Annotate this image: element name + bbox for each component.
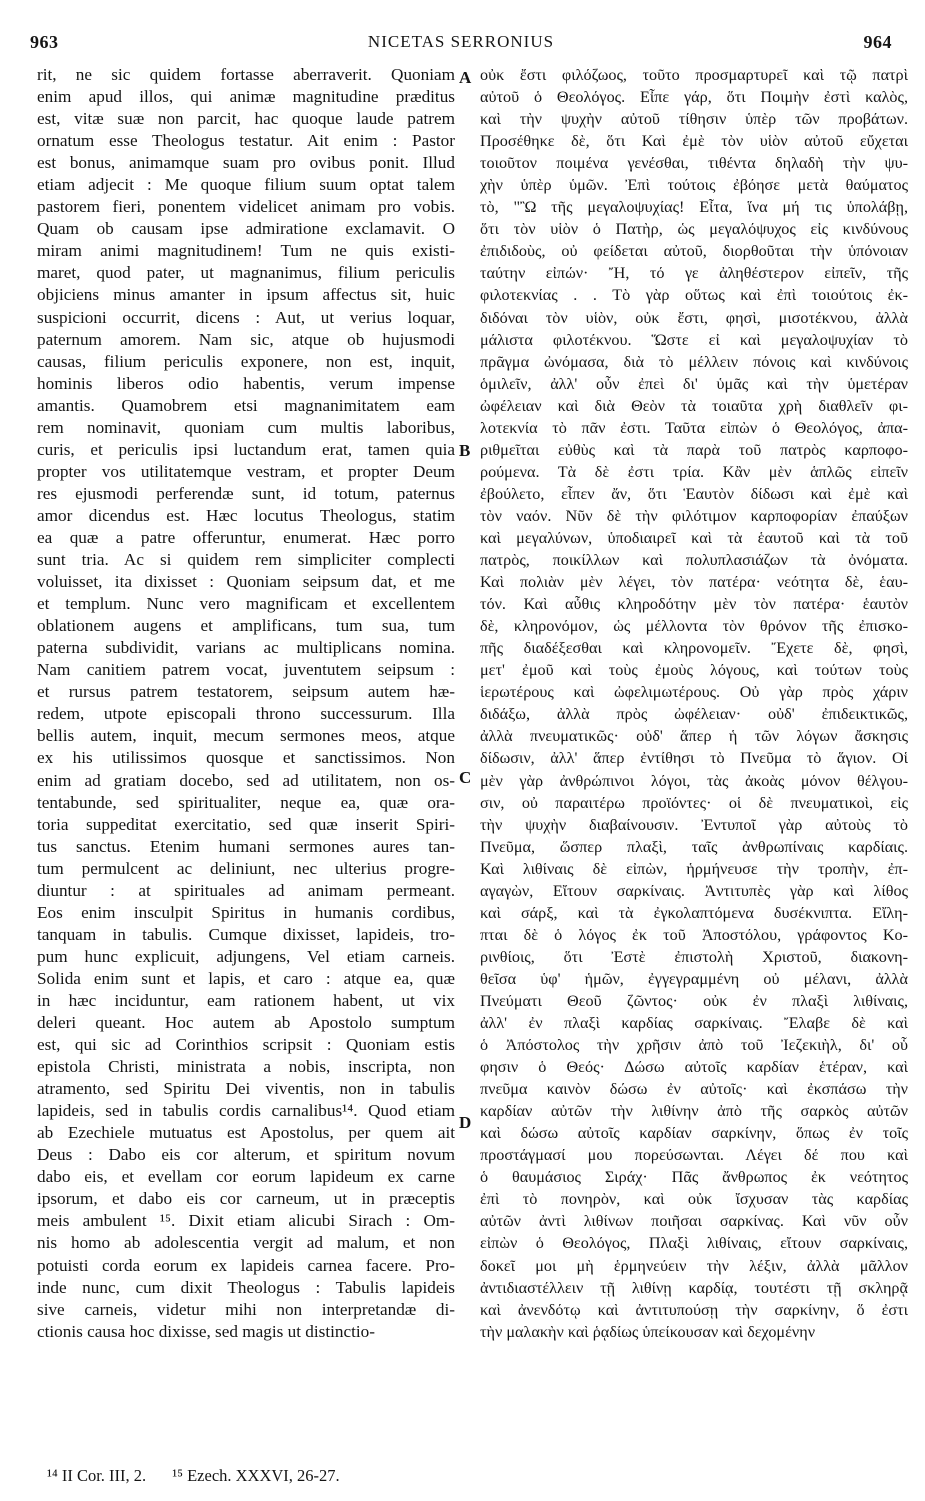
greek-text-line: Προσέθηκε δὲ, ὅτι Καὶ ἐμὲ τὸν υἱὸν αὐτοῦ εὔχεται: [480, 132, 908, 151]
latin-text-line: in hæc inciduntur, eam rationem habent, ut vix: [37, 990, 455, 1010]
latin-text-line: toria suppeditat exercitatio, sed quæ inserit Spiri-: [37, 814, 455, 834]
latin-text-line: maret, quod pater, ut magnanimus, filium periculis: [37, 263, 455, 283]
greek-text-line: τὸν ναόν. Νῦν δὲ τὴν φιλότιμον καρποφορίαν ἐπαύξων: [480, 506, 908, 525]
latin-text-line: epistola Christi, ministrata a nobis, inscripta, non: [37, 1057, 455, 1077]
greek-text-line: τόν. Καὶ αὖθις κληροδότην μὲν τὸν πατέρα· ἑαυτὸν: [480, 595, 908, 614]
greek-text-line: πται δὲ ὁ λόγος ἐκ τοῦ Ἀποστόλου, γράφοντος Κο-: [480, 925, 908, 944]
latin-text-line: pum hunc explicuit, adjungens, Vel etiam carneis.: [37, 946, 455, 966]
greek-text-column: [480, 64, 908, 1464]
latin-text-line: propter vos utilitatemque vestram, et propter Deum: [37, 461, 455, 481]
greek-text-line: ρούμενα. Τὰ δὲ ἐστι τρία. Κἂν μὲν ἁπλῶς εἰπεῖν: [480, 462, 908, 481]
greek-text-line: μὲν γὰρ ἀνθρώπινοι λόγοι, τὰς ἀκοὰς μόνον θέλγου-: [480, 771, 908, 790]
greek-text-line: ἐπὶ τὸ πονηρὸν, καὶ οὐκ ἴσχυσαν τὰς καρδίας: [480, 1190, 908, 1209]
greek-text-line: ἀλλὰ πνευματικῶς· οὐδ' ἅπερ ἡ τῶν λόγων ἄσκησις: [480, 727, 908, 746]
latin-text-line: ea quæ a patre offeruntur, enumerat. Hæc porro: [37, 527, 455, 547]
greek-text-line: θεῖσα ὑφ' ἡμῶν, ἐγγεγραμμένη οὐ μέλανι, ἀλλὰ: [480, 969, 908, 988]
greek-text-line: ἀλλ' ἐν πλαξὶ καρδίας σαρκίναις. Ἔλαβε δὲ καὶ: [480, 1014, 908, 1033]
footnote: ¹⁵ Ezech. XXXVI, 26-27.: [172, 1466, 340, 1485]
running-title: NICETAS SERRONIUS: [367, 32, 555, 51]
latin-text-line: amor dicendus est. Hæc locutus Theologus, statim: [37, 505, 455, 525]
greek-text-line: ταύτην εἰπών· Ἤ, τό γε ἀληθέστερον εἰπεῖν, τῆς: [480, 264, 908, 283]
latin-text-line: tentabunde, sed spiritualiter, neque ea, quæ ora-: [37, 792, 455, 812]
greek-text-line: καὶ σάρξ, καὶ τὰ ἐγκολαπτόμενα δυσέκνιπτα. Εἴλη-: [480, 903, 908, 922]
greek-text-line: δὲ, κληρονόμον, ὡς μέλλοντα τὸν θρόνον τῆς ἐπισκο-: [480, 617, 908, 636]
page-header: [30, 32, 892, 58]
latin-text-line: suspicioni occurrit, dicens : Aut, ut verius loquar,: [37, 307, 455, 327]
greek-text-line: διδάξω, ἀλλὰ πρὸς ὠφέλειαν· οὐδ' ἐπιδεικτικῶς,: [480, 705, 908, 724]
greek-text-line: χὴν ὑπὲρ ὑμῶν. Ἐπὶ τούτοις ἐβόησε μετὰ θαύματος: [480, 176, 908, 195]
greek-text-line: ἐβούλετο, εἶπεν ἄν, ὅτι Ἑαυτὸν δίδωσι καὶ ἐμὲ καὶ: [480, 484, 908, 503]
latin-text-line: sunt tria. Ac si quidem rem simpliciter complecti: [37, 550, 455, 570]
latin-text-line: diuntur : at spirituales ad animam permeant.: [37, 880, 455, 900]
latin-text-line: curis, et periculis ipsi luctandum erat, tamen quia: [37, 439, 455, 459]
margin-letter-a: A: [459, 68, 472, 87]
latin-text-line: tanquam in tabulis. Cumque dixisset, lapideis, tro-: [37, 924, 455, 944]
latin-text-line: inde nunc, cum dixit Theologus : Tabulis lapideis: [37, 1277, 455, 1297]
latin-text-line: ornatum esse Theologus testatur. Ait enim : Pastor: [37, 131, 455, 151]
greek-text-line: πῆς διαδέξεσθαι καὶ κληρονομεῖν. Ἔχετε δὲ, φησὶ,: [480, 639, 908, 658]
latin-text-line: deleri queant. Hoc autem ab Apostolo sumptum: [37, 1013, 455, 1033]
greek-text-line: τὴν μαλακὴν καὶ ῥᾳδίως ὑπείκουσαν καὶ δεχομένην: [480, 1322, 816, 1341]
latin-text-line: meis ambulent ¹⁵. Dixit etiam alicubi Sirach : Om-: [37, 1211, 455, 1231]
greek-text-line: τὸ, "Ὢ τῆς μεγαλοψυχίας! Εἶτα, ἵνα μή τις ὑπολάβῃ,: [480, 198, 908, 217]
latin-text-line: objiciens minus amanter in ipsum affectus sit, huic: [37, 285, 455, 305]
latin-text-line: et templum. Nunc vero magnificam et excellentem: [37, 594, 455, 614]
greek-text-line: πατρὸς, ποικίλλων καὶ πολυπλασιάζων τὰ ὀνόματα.: [480, 551, 908, 570]
latin-text-line: etiam adjecit : Me quoque filium suum optat talem: [37, 175, 455, 195]
latin-text-line: rem nominavit, quoniam cum multis laboribus,: [37, 417, 455, 437]
latin-text-line: ab Ezechiele mutuatus est Apostolus, per quem ait: [37, 1123, 455, 1143]
greek-text-line: πρᾶγμα ὠνόμασα, διὰ τὸ μέλλειν πόνοις καὶ κινδύνοις: [480, 352, 908, 371]
latin-text-line: redem, utpote episcopali throno successurum. Illa: [37, 704, 455, 724]
latin-text-line: amantis. Quamobrem etsi magnanimitatem eam: [37, 395, 455, 415]
greek-text-line: αγαγὼν, Εἴτουν σαρκίναις. Ἀντιτυπὲς γὰρ καὶ λίθος: [480, 881, 908, 900]
latin-text-line: atramento, sed Spiritu Dei viventis, non in tabulis: [37, 1079, 455, 1099]
latin-text-line: et rursus patrem testatorem, seipsum autem hæ-: [37, 682, 455, 702]
greek-text-line: προστάγμασί μου πορεύσωνται. Λέγει δέ που καὶ: [480, 1146, 908, 1165]
latin-text-line: hominis liberos odio habentis, verum impense: [37, 373, 455, 393]
greek-text-line: Καὶ πολιὰν μὲν λέγει, τὸν πατέρα· νεότητα δὲ, ἑαυ-: [480, 573, 908, 592]
latin-text-line: enim ad gratiam docebo, sed ad utilitatem, non os-: [37, 770, 455, 790]
footnotes: [47, 1466, 362, 1486]
latin-text-line: est, qui sic ad Corinthios scripsit : Quoniam estis: [37, 1035, 455, 1055]
latin-text-line: est, vitæ suæ non parcit, hac quoque laude patrem: [37, 109, 455, 129]
greek-text-line: τὴν ψυχὴν διαβαίνουσιν. Ἐντυποῖ γὰρ αὐτοὺς τὸ: [480, 815, 908, 834]
greek-text-line: αὐτῶν ἀντὶ λιθίνων ποιῆσαι σαρκίνας. Καὶ νῦν οὖν: [480, 1212, 908, 1231]
greek-text-line: ἀντιδιαστέλλειν τῇ λιθίνῃ καρδίᾳ, τουτέστι τῇ σκληρᾷ: [480, 1278, 908, 1297]
latin-text-line: ipsorum, et dabo eis cor carneum, ut in præceptis: [37, 1189, 455, 1209]
greek-text-line: δίδωσιν, ἀλλ' ἅπερ ἐντίθησι τὸ Πνεῦμα τὸ ἅγιον. Οἱ: [480, 749, 908, 768]
greek-text-line: λοτεκνία τὸ πᾶν ἐστι. Ταῦτα εἰπὼν ὁ Θεολόγος, ἀπα-: [480, 418, 908, 437]
latin-text-line: lapideis, sed in tabulis cordis carnalibus¹⁴. Quod etiam: [37, 1101, 455, 1121]
latin-text-line: bellis autem, inquit, mecum sermones meos, atque: [37, 726, 455, 746]
latin-text-line: pastorem fieri, ponentem videlicet animam pro vobis.: [37, 197, 455, 217]
greek-text-line: πνεῦμα καινὸν δώσω ἐν αὐτοῖς· καὶ ἐκσπάσω τὴν: [480, 1080, 908, 1099]
greek-text-line: ὠφέλειαν καὶ διὰ Θεὸν τὰ τοιαῦτα χρὴ διαθλεῖν φι-: [480, 396, 908, 415]
margin-letter-c: C: [459, 768, 472, 787]
latin-text-column: [37, 64, 455, 1464]
right-column-number: 964: [863, 32, 892, 52]
latin-text-line: dabo eis, et evellam cor eorum lapideum ex carne: [37, 1167, 455, 1187]
greek-text-line: αὐτοῦ ὁ Θεολόγος. Εἶπε γάρ, ὅτι Ποιμὴν ἐστὶ καλὸς,: [480, 88, 908, 107]
latin-text-line: Quam ob causam ipse admiratione exclamavit. O: [37, 219, 455, 239]
greek-text-line: ρινθίοις, ὅτι Ἐστὲ ἐπιστολὴ Χριστοῦ, διακονη-: [480, 947, 908, 966]
latin-text-line: oblationem augens et amplificans, tum sua, tum: [37, 616, 455, 636]
greek-text-line: οὐκ ἔστι φιλόζωος, τοῦτο προσμαρτυρεῖ καὶ τῷ πατρὶ: [480, 66, 908, 84]
latin-text-line: ex his utilissimos quosque et sanctissimos. Non: [37, 748, 455, 768]
latin-text-line: miram animi magnitudinem! Tum ne quis existi-: [37, 241, 455, 261]
greek-text-line: ἱερωτέρους καὶ ὠφελιμωτέρους. Οὐ γὰρ πρὸς χάριν: [480, 683, 908, 702]
latin-text-line: paterna subdividit, varians ac multiplicans nomina.: [37, 638, 455, 658]
greek-text-line: καὶ δώσω αὐτοῖς καρδίαν σαρκίνην, ὅπως ἐν τοῖς: [480, 1124, 908, 1143]
latin-text-line: enim apud illos, qui animæ magnitudine præditus: [37, 87, 455, 107]
latin-text-line: rit, ne sic quidem fortasse aberraverit. Quoniam: [37, 65, 455, 84]
latin-text-line: res ejusmodi perferendæ sunt, id totum, paternus: [37, 483, 455, 503]
greek-text-line: ἐπιδιδοὺς, οὐ φείδεται αὐτοῦ, διορθοῦται τὴν ὑπόνοιαν: [480, 242, 908, 261]
latin-text-line: voluisset, ita dixisset : Quoniam seipsum dat, et me: [37, 572, 455, 592]
latin-text-line: Deus : Dabo eis cor alterum, et spiritum novum: [37, 1145, 455, 1165]
greek-text-line: ὅτι τὸν υἱὸν ὁ Πατὴρ, ὡς μεγαλόψυχος εἰς κινδύνους: [480, 220, 908, 239]
latin-text-line: ctionis causa hoc dixisse, sed magis ut distinctio-: [37, 1321, 375, 1341]
greek-text-line: δοκεῖ μοι μὴ ἑρμηνεύειν τὴν λέξιν, ἀλλὰ μᾶλλον: [480, 1256, 908, 1275]
latin-text-line: sive carneis, videtur mihi non interpretandæ di-: [37, 1299, 455, 1319]
latin-text-line: potuisti corda eorum ex lapideis carnea facere. Pro-: [37, 1255, 455, 1275]
margin-letter-b: B: [459, 441, 471, 460]
latin-text-line: Eos enim insculpit Spiritus in humanis cordibus,: [37, 902, 455, 922]
greek-text-line: τοιοῦτον ποιμένα γενέσθαι, τιθέντα δηλαδὴ τὴν ψυ-: [480, 154, 908, 173]
latin-text-line: Nam canitiem patrem vocat, juventutem seipsum :: [37, 660, 455, 680]
latin-text-line: paternum amorem. Nam sic, atque ob hujusmodi: [37, 329, 455, 349]
latin-text-line: nis homo ab adolescentia vergit ad malum, et non: [37, 1233, 455, 1253]
latin-text-line: est bonus, animamque suam pro ovibus ponit. Illud: [37, 153, 455, 173]
greek-text-line: Πνεύματι Θεοῦ ζῶντος· οὐκ ἐν πλαξὶ λιθίναις,: [480, 991, 908, 1010]
latin-text-line: Solida enim sunt et lapis, et caro : atque ea, quæ: [37, 968, 455, 988]
greek-text-line: καρδίαν αὐτῶν τὴν λιθίνην ἀπὸ τῆς σαρκὸς αὐτῶν: [480, 1102, 908, 1121]
greek-text-line: ὁ θαυμάσιος Σιράχ· Πᾶς ἄνθρωπος ἐκ νεότητος: [480, 1168, 908, 1187]
margin-letter-d: D: [459, 1113, 472, 1132]
left-column-number: 963: [30, 32, 59, 52]
latin-text-line: tus sanctus. Etenim humani sermones aures tan-: [37, 836, 455, 856]
greek-text-line: καὶ τὴν ψυχὴν αὐτοῦ τίθησιν ὑπὲρ τῶν προβάτων.: [480, 110, 908, 129]
greek-text-line: φιλοτεκνίας . . Τὸ γὰρ οὕτως καὶ ἐπὶ τοιούτοις ἐκ-: [480, 286, 908, 305]
greek-text-line: φησιν ὁ Θεός· Δώσω αὐτοῖς καρδίαν ἑτέραν, καὶ: [480, 1058, 908, 1077]
greek-text-line: μάλιστα φιλοτέκνου. Ὥστε εἰ καὶ μεγαλοψυχίαν τὸ: [480, 330, 908, 349]
greek-text-line: Καὶ λιθίναις δὲ εἰπὼν, ἡρμήνευσε τὴν τροπὴν, ἐπ-: [480, 859, 908, 878]
greek-text-line: καὶ μεγαλύνων, ὑποδιαιρεῖ καὶ τὰ ἑαυτοῦ καὶ τὰ τοῦ: [480, 528, 908, 547]
footnote: ¹⁴ II Cor. III, 2.: [47, 1466, 147, 1485]
greek-text-line: εἰπὼν ὁ Θεολόγος, Πλαξὶ λιθίναις, εἴτουν σαρκίναις,: [480, 1234, 908, 1253]
greek-text-line: σιν, οὐ παραιτέρω προϊόντες· οἱ δὲ πνευματικοὶ, εἰς: [480, 793, 908, 812]
greek-text-line: καὶ ἀνενδότῳ καὶ ἀντιτυπούσῃ τὴν σαρκίνην, ὅ ἐστι: [480, 1300, 908, 1319]
latin-text-line: causas, filium periculis exponere, non est, inquit,: [37, 351, 455, 371]
greek-text-line: ὁ Ἀπόστολος τὴν χρῆσιν ἀπὸ τοῦ Ἰεζεκιὴλ, δι' οὗ: [480, 1036, 908, 1055]
greek-text-line: μετ' ἐμοῦ καὶ τοὺς ἐμοὺς λόγους, καὶ τούτων τοὺς: [480, 661, 908, 680]
latin-text-line: tum permulcent ac deliniunt, nec ulterius progre-: [37, 858, 455, 878]
greek-text-line: διδόναι τὸν υἱὸν, οὐκ ἔστι, φησὶ, μισοτέκνου, ἀλλὰ: [480, 308, 908, 327]
greek-text-line: ὁμιλεῖν, ἀλλ' οὖν ἐπεὶ δι' ὑμᾶς καὶ τὴν ὑμετέραν: [480, 374, 908, 393]
greek-text-line: ριθμεῖται εὐθὺς καὶ τὰ παρὰ τοῦ πατρὸς καρποφο-: [480, 440, 908, 459]
greek-text-line: Πνεῦμα, ὥσπερ πλαξὶ, ταῖς ἀνθρωπίναις καρδίαις.: [480, 837, 908, 856]
